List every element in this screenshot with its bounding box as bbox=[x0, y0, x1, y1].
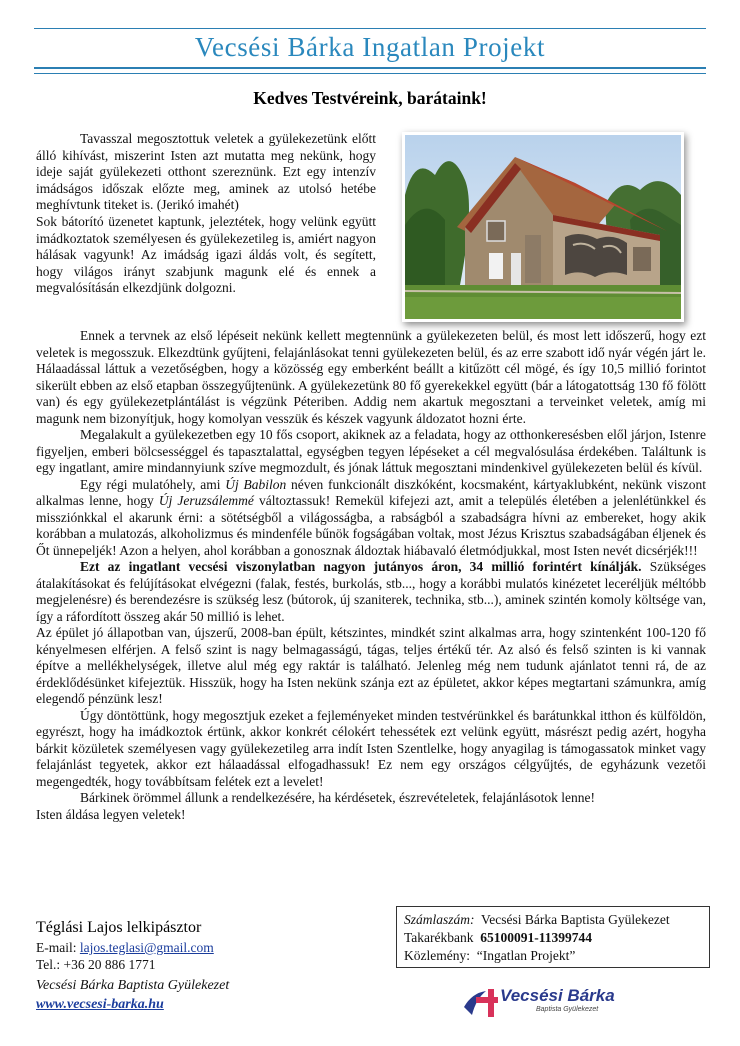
cross-icon bbox=[462, 985, 498, 1019]
letter-body bbox=[36, 328, 706, 823]
header-rule-top bbox=[34, 28, 706, 29]
logo-name: Vecsési Bárka bbox=[500, 986, 615, 1005]
note-value: “Ingatlan Projekt” bbox=[476, 948, 576, 963]
body-paragraph: Megalakult a gyülekezetben egy 10 fős csoport, akiknek az a feladata, hogy az otthonkeresésben elől járjon, Istenre figyeljen, emberi bölcsességgel és tapasztalattal, egységben tegyen lépéseket a cél megvalósulása érdekében. Találtunk is egy ingatlant, amire mindannyiunk szíve megmozdult, és jónak láttuk megosztani mindenkivel gyülekezeten belül és kívül. bbox=[36, 427, 706, 475]
body-paragraph-price bbox=[36, 559, 706, 625]
account-holder: Vecsési Bárka Baptista Gyülekezet bbox=[481, 912, 670, 927]
building-illustration bbox=[405, 135, 681, 319]
body-paragraph: Az épület jó állapotban van, újszerű, 2008-ban épült, kétszintes, mindkét szint alkalmas arra, hogy szintenként 100-120 fő kényelmesen elférjen. A felső szint is nagy belmagasságú, tágas, teljes értékű tér. Az alsó és felső szinten is ki vannak építve a mellékhelységek, illetve alul még egy raktár is található. Jelenleg még nem tudunk ajánlatot tenni rá, de az érdeklődésünket kifejeztük. Hisszük, hogy ha Isten nekünk szánja ezt az épületet, akkor képes megtartani számunkra, amíg elegendő pénzünk lesz! bbox=[36, 625, 706, 706]
bank-name: Takarékbank bbox=[404, 930, 474, 945]
header-rule-bottom bbox=[34, 73, 706, 74]
header-rule-middle bbox=[34, 67, 706, 69]
text-run-italic: Új Jeruzsálemmé bbox=[158, 493, 254, 508]
church-name: Vecsési Bárka Baptista Gyülekezet bbox=[36, 978, 230, 993]
building-photo bbox=[402, 132, 684, 322]
text-run: Szükséges átalakításokat és felújításokat elvégezni (falak, festés, burkolás, stb..., hogy a korábbi mulatós kinézetet leceréljük méltóbb megjelenésre) és berendezésre is szükség lesz (bútorok, új szaniterek, technika, stb...), aminek szintén komoly költsége van, így a ráfordított összeg akár 50 millió is lehet. bbox=[36, 559, 706, 624]
text-run: változtassuk! Remekül kifejezi azt, amit a település életében a jelenlétünkkel és missziónkkal el akarunk érni: a sötétségből a világosságba, a rabságból a szabadságra hívni az embereket, hogy akik korábban a mulatozás, alkoholizmus és mindenféle bűnök fogságában voltak, most Jézus Krisztus szabadságában éljenek és Őt ünnepeljék! Azon a helyen, ahol korábban a gonosznak áldoztak hiábavaló életmódjukkal, most Isten nevét dicsérjék!!! bbox=[36, 493, 706, 558]
email-link[interactable]: lajos.teglasi@gmail.com bbox=[79, 940, 214, 955]
church-logo bbox=[462, 985, 642, 1019]
logo-subtitle: Baptista Gyülekezet bbox=[536, 1006, 599, 1013]
text-run-italic: Új Babilon bbox=[225, 476, 287, 492]
body-paragraph-babilon bbox=[36, 477, 706, 560]
text-run: Egy régi mulatóhely, ami bbox=[80, 476, 226, 492]
body-paragraph: Úgy döntöttünk, hogy megosztjuk ezeket a fejleményeket minden testvérünkkel és barátunkkal itthon és külföldön, egyrészt, hogy ha imádkoztok értünk, akkor konkrét célokért tehessétek ezt velünk együtt, másrészt pedig azért, hogyha bárkit közületek személyesen vagy gyülekezetileg arra indít Isten Szentlelke, hogy anyagilag is támogassatok minket vagy felajánlást tegyetek, akkor ezt hálaadással elfogadhassuk! Ez nem egy országos célgyűjtés, de egyházunk vezetői megengedték, hogy továbbítsam felétek ezt a levelet! bbox=[36, 707, 706, 789]
page-title: Vecsési Bárka Ingatlan Projekt bbox=[194, 32, 546, 62]
price-highlight: Ezt az ingatlant vecsési viszonylatban nagyon jutányos áron, 34 millió forintért kínálják. bbox=[80, 559, 642, 574]
body-paragraph: Ennek a tervnek az első lépéseit nekünk kellett megtennünk a gyülekezeten belül, és most lett időszerű, hogy ezt veletek is megosszuk. Elkezdtünk gyűjteni, felajánlásokat tenni gyülekezeten belül, és az erre szabott idő nyár végén járt le. Hálaadással láttuk a vezetőségben, hogy a közösség egy emberként beállt a kitűzött cél mögé, és így 10,5 millió forintot sikerült ebben az első etapban összegyűjtenünk. A gyülekezetünk 80 fő gyerekekkel együtt (bár a látogatottság 130 fő fölött van) és egy gyülekezetplántálást is végzünk Péteriben. Addig nem akartuk megosztani a terveinket veletek, amíg mi magunk nem bizonyítjuk, hogy komolyan vesszük és készek vagyunk áldozatot hozni érte. bbox=[36, 328, 706, 426]
account-number-line bbox=[404, 929, 702, 947]
account-number: 65100091-11399744 bbox=[480, 930, 593, 945]
account-holder-line bbox=[404, 911, 702, 929]
note-label: Közlemény: bbox=[404, 948, 470, 963]
text-run: néven funkcionált diszkóként, kocsmaként, kártyaklubként, nekünk viszont alkalmas lenne, hogy bbox=[36, 476, 706, 508]
account-label: Számlaszám: bbox=[404, 912, 475, 927]
body-paragraph: Bárkinek örömmel állunk a rendelkezésére, ha kérdésetek, észrevételetek, felajánlásotok lenne! bbox=[80, 790, 596, 805]
closing-blessing: Isten áldása legyen veletek! bbox=[36, 806, 186, 822]
website-link[interactable]: www.vecsesi-barka.hu bbox=[36, 997, 164, 1012]
contact-email bbox=[36, 940, 214, 956]
intro-paragraph-1: Tavasszal megosztottuk veletek a gyülekezetünk előtt álló kihívást, miszerint Isten azt mutatta meg nekünk, hogy ideje saját gyülekezeti otthont szereznünk. Ezt egy intenzív imádságos időszak előzte meg, aminek az utolsó hetébe meghívtunk titeket is. (Jerikó imahét) bbox=[36, 131, 376, 213]
greeting-heading: Kedves Testvéreink, barátaink! bbox=[253, 88, 487, 108]
intro-text bbox=[36, 131, 376, 297]
pastor-name: Téglási Lajos lelkipásztor bbox=[36, 919, 202, 936]
email-label: E-mail: bbox=[36, 940, 80, 955]
intro-paragraph-2: Sok bátorító üzenetet kaptunk, jeleztétek, hogy velünk együtt imádkoztatok személyesen és gyülekezetileg is, amiért nagyon hálásak vagyunk! Az imádság igazi áldás volt, és segített, hogy világos irányt szabjunk magunk elé és ennek a megvalósításán elkezdjünk dolgozni. bbox=[36, 213, 376, 296]
bank-details-box bbox=[396, 906, 710, 968]
contact-phone: Tel.: +36 20 886 1771 bbox=[36, 957, 156, 972]
note-line bbox=[404, 947, 702, 965]
website bbox=[36, 997, 164, 1013]
